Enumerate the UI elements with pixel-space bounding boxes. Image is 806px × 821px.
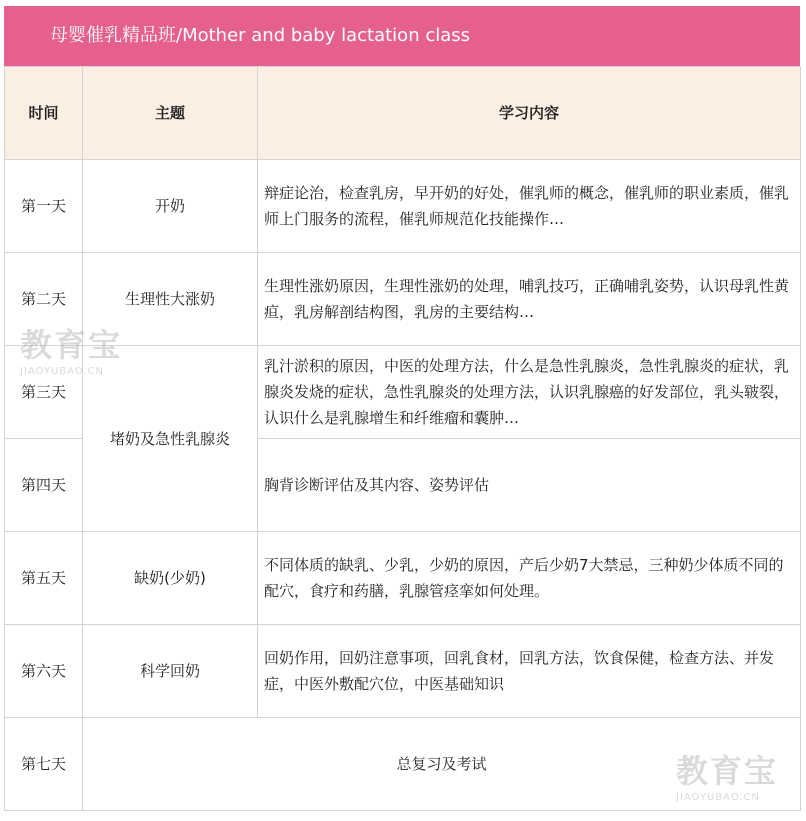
topic-cell: 生理性大涨奶 <box>83 253 258 346</box>
topic-cell: 科学回奶 <box>83 625 258 718</box>
table-row <box>5 625 801 718</box>
watermark-domain: JIAOYUBAO.CN <box>676 792 760 803</box>
content-cell: 回奶作用，回奶注意事项，回乳食材，回乳方法，饮食保健，检查方法、并发症，中医外敷配穴位，中医基础知识 <box>258 625 801 718</box>
day-cell: 第三天 <box>5 346 83 439</box>
day-cell: 第四天 <box>5 439 83 532</box>
watermark-brand: 教育宝 <box>20 326 123 364</box>
topic-cell: 缺奶(少奶) <box>83 532 258 625</box>
day-cell: 第六天 <box>5 625 83 718</box>
topic-cell: 开奶 <box>83 160 258 253</box>
watermark-brand: 教育宝 <box>676 752 779 790</box>
content-cell: 乳汁淤积的原因，中医的处理方法，什么是急性乳腺炎，急性乳腺炎的症状，乳腺炎发烧的症状，急性乳腺炎的处理方法，认识乳腺癌的好发部位，乳头皲裂，认识什么是乳腺增生和纤维瘤和囊肿… <box>258 346 801 439</box>
content-cell: 不同体质的缺乳、少乳，少奶的原因，产后少奶7大禁忌，三种奶少体质不同的配穴，食疗和药膳，乳腺管痉挛如何处理。 <box>258 532 801 625</box>
table-row <box>5 532 801 625</box>
table-row <box>5 718 801 811</box>
table-row <box>5 346 801 439</box>
table-row <box>5 253 801 346</box>
content-cell: 生理性涨奶原因，生理性涨奶的处理，哺乳技巧，正确哺乳姿势，认识母乳性黄疸，乳房解剖结构图，乳房的主要结构… <box>258 253 801 346</box>
watermark-domain: JIAOYUBAO.CN <box>20 366 104 377</box>
day-cell: 第五天 <box>5 532 83 625</box>
topic-cell: 堵奶及急性乳腺炎 <box>83 346 258 532</box>
day-cell: 第七天 <box>5 718 83 811</box>
day-cell: 第一天 <box>5 160 83 253</box>
content-cell: 辩症论治，检查乳房，早开奶的好处，催乳师的概念，催乳师的职业素质，催乳师上门服务的流程，催乳师规范化技能操作… <box>258 160 801 253</box>
schedule-table <box>4 66 801 811</box>
table-header-row <box>5 67 801 160</box>
table-row <box>5 160 801 253</box>
column-header-topic: 主题 <box>83 67 258 160</box>
day-cell: 第二天 <box>5 253 83 346</box>
column-header-content: 学习内容 <box>258 67 801 160</box>
page-title: 母婴催乳精品班/Mother and baby lactation class <box>50 25 471 46</box>
page-header <box>4 6 800 66</box>
column-header-time: 时间 <box>5 67 83 160</box>
content-cell: 总复习及考试 <box>83 718 801 811</box>
content-cell: 胸背诊断评估及其内容、姿势评估 <box>258 439 801 532</box>
